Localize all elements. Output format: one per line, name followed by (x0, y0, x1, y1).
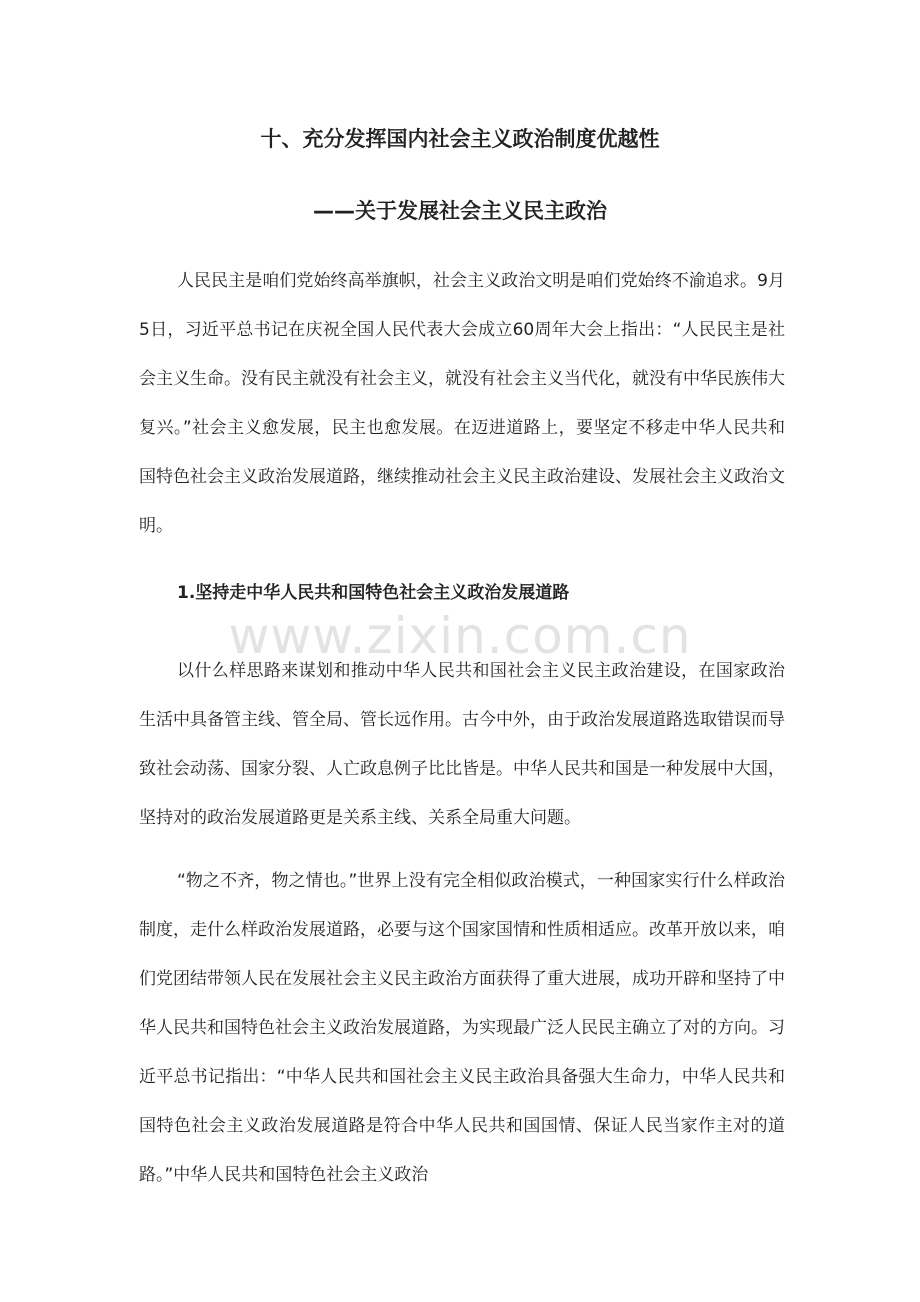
paragraph-intro: 人民民主是咱们党始终高举旗帜，社会主义政治文明是咱们党始终不渝追求。9月5日，习近平总书记在庆祝全国人民代表大会成立60周年大会上指出：“人民民主是社会主义生命。没有民主就没有社会主义，就没有社会主义当代化，就没有中华民族伟大复兴。”社会主义愈发展，民主也愈发展。在迈进道路上，要坚定不移走中华人民共和国特色社会主义政治发展道路，继续推动社会主义民主政治建设、发展社会主义政治文明。 (139, 271, 785, 536)
section-heading-1: 1.坚持走中华人民共和国特色社会主义政治发展道路 (177, 583, 570, 603)
document-subtitle: ——关于发展社会主义民主政治 (313, 199, 607, 223)
paragraph-section-1-a: 以什么样思路来谋划和推动中华人民共和国社会主义民主政治建设，在国家政治生活中具备管主线、管全局、管长远作用。古今中外，由于政治发展道路选取错误而导致社会动荡、国家分裂、人亡政息例子比比皆是。中华人民共和国是一种发展中大国，坚持对的政治发展道路更是关系主线、关系全局重大问题。 (139, 661, 785, 828)
paragraph-section-1-b: “物之不齐，物之情也。”世界上没有完全相似政治模式，一种国家实行什么样政治制度，走什么样政治发展道路，必要与这个国家国情和性质相适应。改革开放以来，咱们党团结带领人民在发展社会主义民主政治方面获得了重大进展，成功开辟和坚持了中华人民共和国特色社会主义政治发展道路，为实现最广泛人民民主确立了对的方向。习近平总书记指出：“中华人民共和国社会主义民主政治具备强大生命力，中华人民共和国特色社会主义政治发展道路是符合中华人民共和国国情、保证人民当家作主对的道路。”中华人民共和国特色社会主义政治 (139, 871, 785, 1185)
document-title: 十、充分发挥国内社会主义政治制度优越性 (260, 127, 660, 151)
watermark-text: www.zixin.com.cn (228, 607, 692, 665)
